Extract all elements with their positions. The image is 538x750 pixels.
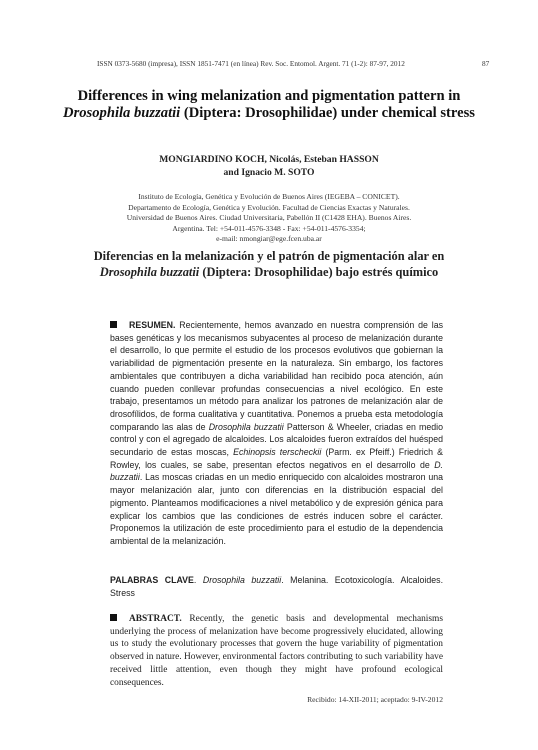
affiliation-email: e-mail: nmongiar@ege.fcen.uba.ar bbox=[216, 234, 322, 244]
keywords-heading: PALABRAS CLAVE bbox=[110, 575, 194, 585]
abstract-text: Recently, the genetic basis and developmental mechanisms underlying the process of melanization have become progressively elucidated, allowing us to study the evolutionary processes that govern the huge variability of pigmentation observed in nature. However, environmental factors contributing to such variability have received little attention, even though they might have profound ecological consequences. bbox=[110, 614, 443, 688]
square-bullet-icon bbox=[110, 321, 117, 328]
journal-citation: ISSN 0373-5680 (impresa), ISSN 1851-7471 (en línea) Rev. Soc. Entomol. Argent. 71 (1-2): 87-97, 2012 bbox=[97, 59, 405, 68]
resumen-text2: Patterson & Wheeler, criadas en medio control y con el agregado de alcaloides. Los alcaloides fueron extraídos del huésped secundario de estas moscas, bbox=[110, 421, 443, 458]
resumen-text4: . Las moscas criadas en un medio enriquecido con alcaloides mostraron una mayor melanización alar, junto con diferencias en la distribución espacial del pigmento. Planteamos modificaciones a nivel metabólico y de expresión génica para explicar los cambios que las condiciones de estrés inducen sobre el carácter. Proponemos la utilización de este procedimiento para el estudio de la dependencia ambiental de la melanización. bbox=[110, 472, 443, 546]
affiliation-block bbox=[95, 192, 443, 245]
affiliation-line4: Argentina. Tel: +54-011-4576-3348 - Fax: +54-011-4576-3354; bbox=[172, 223, 366, 233]
resumen-species2: Echinopsis terscheckii bbox=[233, 447, 322, 458]
keywords-spanish bbox=[110, 574, 443, 599]
resumen-paragraph bbox=[110, 319, 443, 548]
affiliation-line2: Departamento de Ecología, Genética y Evolución. Facultad de Ciencias Exactas y Naturales. bbox=[128, 202, 410, 212]
article-title-english bbox=[60, 88, 478, 122]
abstract-heading: ABSTRACT. bbox=[129, 614, 182, 624]
keywords-species: Drosophila buzzatii bbox=[202, 575, 282, 585]
square-bullet-icon bbox=[110, 614, 117, 621]
resumen-species3: D. buzzatii bbox=[110, 459, 443, 483]
resumen-heading: RESUMEN. bbox=[129, 320, 176, 330]
keywords-sep: . bbox=[193, 575, 203, 585]
title-en-part2: (Diptera: Drosophilidae) under chemical stress bbox=[180, 105, 475, 121]
resumen-text1: Recientemente, hemos avanzado en nuestra comprensión de las bases genéticas y los mecanismos subyacentes al proceso de melanización durante el desarrollo, lo que permite el estudio de los procesos evolutivos que gobiernan la variabilidad de pigmentación presente en la naturaleza. Sin embargo, los factores ambientales que contribuyen a dicha variabilidad han recibido poca atención, aún cuando pueden conllevar profundas consecuencias a nivel ecológico. En este trabajo, presentamos un método para analizar los patrones de melanización alar de drosofílidos, de forma cualitativa y cuantitativa. Ponemos a prueba esta metodología comparando las alas de bbox=[110, 320, 443, 432]
affiliation-line1: Instituto de Ecología, Genética y Evolución de Buenos Aires (IEGEBA – CONICET). bbox=[138, 192, 400, 201]
received-dates: Recibido: 14-XII-2011; aceptado: 9-IV-2012 bbox=[307, 695, 443, 704]
article-title-spanish bbox=[80, 249, 458, 280]
title-en-part1: Differences in wing melanization and pigmentation pattern in bbox=[77, 88, 461, 104]
resumen-species1: Drosophila buzzatii bbox=[208, 421, 284, 432]
authors-line2: and Ignacio M. SOTO bbox=[223, 167, 315, 178]
title-es-part1: Diferencias en la melanización y el patrón de pigmentación alar en bbox=[93, 249, 445, 263]
abstract-paragraph bbox=[110, 613, 443, 689]
resumen-text3: (Parm. ex Pfeiff.) Friedrich & Rowley, los cuales, se sabe, presentan efectos negativos en el desarrollo de bbox=[110, 447, 444, 470]
page-number: 87 bbox=[482, 59, 490, 68]
title-en-species: Drosophila buzzatii bbox=[63, 105, 181, 121]
keywords-rest: . Melanina. Ecotoxicología. Alcaloides. Stress bbox=[110, 575, 444, 598]
author-list bbox=[60, 153, 478, 179]
title-es-species: Drosophila buzzatii bbox=[99, 264, 200, 279]
authors-line1: MONGIARDINO KOCH, Nicolás, Esteban HASSON bbox=[159, 154, 379, 165]
title-es-part2: (Diptera: Drosophilidae) bajo estrés químico bbox=[199, 264, 439, 279]
affiliation-line3: Universidad de Buenos Aires. Ciudad Universitaria, Pabellón II (C1428 EHA). Buenos Aires. bbox=[126, 213, 412, 223]
